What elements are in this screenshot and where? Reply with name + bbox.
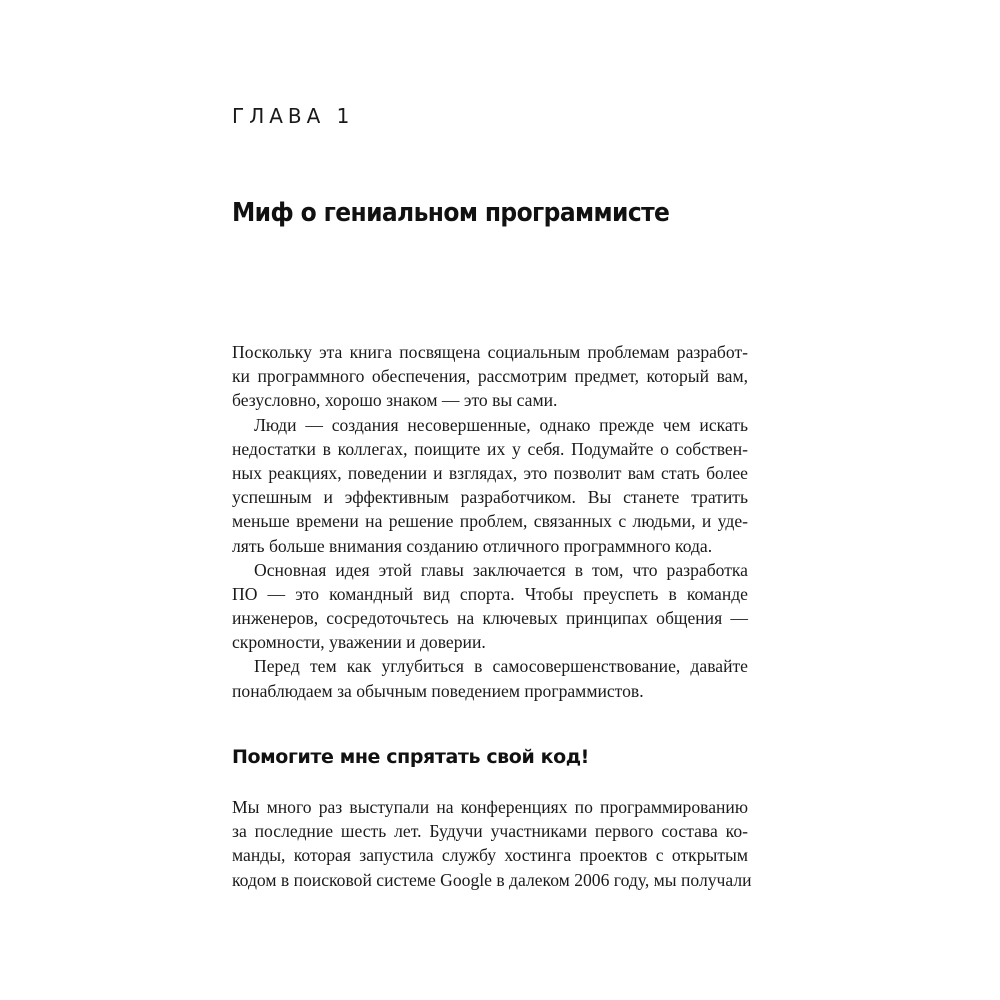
intro-line: Основная идея этой главы заключается в том, что разработка xyxy=(254,559,748,580)
section-title: Помогите мне спрятать свой код! xyxy=(232,746,589,768)
intro-line: безусловно, хорошо знаком — это вы сами. xyxy=(232,390,558,411)
section-line: манды, которая запустила службу хостинга проектов с открытым xyxy=(232,845,748,866)
intro-line: меньше времени на решение проблем, связанных с людьми, и уде- xyxy=(232,511,748,532)
intro-line: ных реакциях, поведении и взглядах, это позволит вам стать более xyxy=(232,462,748,483)
chapter-title: Миф о гениальном программисте xyxy=(232,198,670,228)
intro-text xyxy=(232,340,748,703)
chapter-label: ГЛАВА 1 xyxy=(232,104,355,128)
intro-line: скромности, уважении и доверии. xyxy=(232,632,486,653)
section-text xyxy=(232,795,752,892)
intro-line: недостатки в коллегах, поищите их у себя. Подумайте о собствен- xyxy=(232,438,748,459)
intro-line: лять больше внимания созданию отличного программного кода. xyxy=(232,535,713,556)
intro-line: успешным и эффективным разработчиком. Вы станете тратить xyxy=(232,487,748,508)
section-line: за последние шесть лет. Будучи участниками первого состава ко- xyxy=(232,821,748,842)
intro-line: ки программного обеспечения, рассмотрим предмет, который вам, xyxy=(232,366,748,387)
intro-line: Перед тем как углубиться в самосовершенствование, давайте xyxy=(254,656,748,677)
section-line: кодом в поисковой системе Google в далеком 2006 году, мы получали xyxy=(232,869,752,890)
intro-line: Люди — создания несовершенные, однако прежде чем искать xyxy=(254,414,748,435)
intro-line: понаблюдаем за обычным поведением программистов. xyxy=(232,680,644,701)
intro-line: инженеров, сосредоточьтесь на ключевых принципах общения — xyxy=(232,608,748,629)
intro-line: ПО — это командный вид спорта. Чтобы преуспеть в команде xyxy=(232,583,748,604)
section-line: Мы много раз выступали на конференциях по программированию xyxy=(232,797,748,817)
intro-line: Поскольку эта книга посвящена социальным проблемам разработ- xyxy=(232,342,748,362)
